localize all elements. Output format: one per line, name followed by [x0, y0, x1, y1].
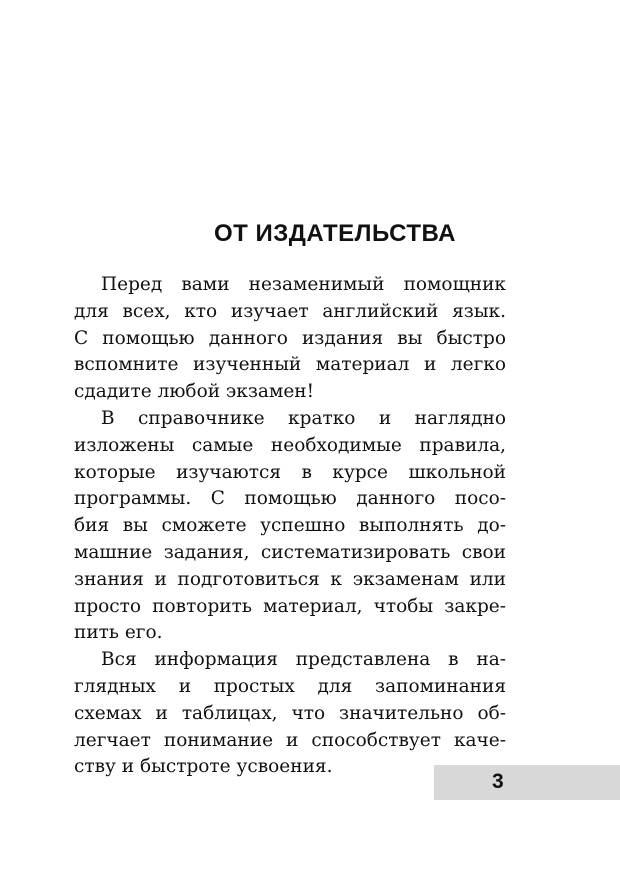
text-line: ству и быстроте усвоения.: [74, 756, 333, 778]
section-heading: ОТ ИЗДАТЕЛЬСТВА: [213, 220, 457, 247]
text-line: для всех, кто изучает английский язык.: [74, 300, 506, 322]
text-line: просто повторить материал, чтобы закре-: [74, 595, 506, 617]
text-line: бия вы сможете успешно выполнять до-: [74, 515, 506, 537]
page-number: 3: [492, 770, 504, 793]
body-text: [74, 272, 506, 781]
text-line: знания и подготовиться к экзаменам или: [74, 568, 506, 590]
text-line: В справочнике кратко и наглядно: [101, 407, 506, 429]
text-line: пить его.: [74, 622, 163, 644]
text-line: сдадите любой экзамен!: [74, 381, 315, 403]
page-number-tab: [434, 765, 620, 800]
text-line: Перед вами незаменимый помощник: [101, 274, 506, 295]
text-line: легчает понимание и способствует каче-: [74, 729, 506, 751]
text-line: которые изучаются в курсе школьной: [74, 461, 506, 483]
text-line: машние задания, систематизировать свои: [74, 541, 506, 563]
paragraph: [74, 406, 506, 647]
paragraph: [74, 272, 506, 406]
paragraph: [74, 647, 506, 781]
text-line: глядных и простых для запоминания: [74, 675, 506, 697]
text-line: программы. С помощью данного посо-: [74, 488, 506, 510]
text-line: изложены самые необходимые правила,: [74, 434, 506, 456]
text-line: вспомните изученный материал и легко: [74, 354, 506, 376]
text-line: схемах и таблицах, что значительно об-: [74, 702, 506, 724]
text-line: С помощью данного издания вы быстро: [74, 327, 506, 349]
text-line: Вся информация представлена в на-: [101, 649, 506, 671]
